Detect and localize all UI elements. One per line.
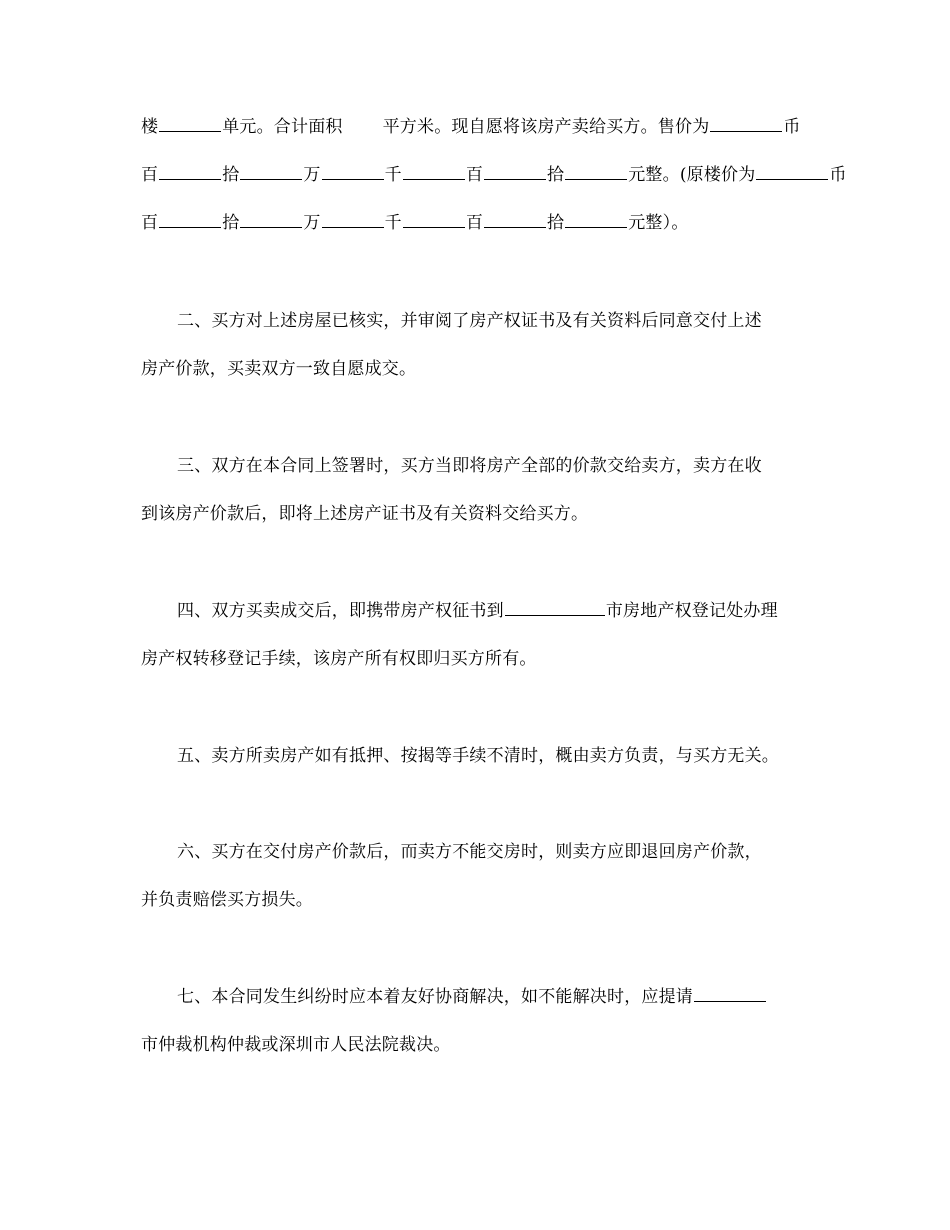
blank-floor xyxy=(159,115,221,132)
blank xyxy=(159,163,221,180)
text-wan: 万 xyxy=(303,165,321,185)
text-floor: 楼 xyxy=(141,117,159,137)
blank-city xyxy=(505,599,605,616)
blank xyxy=(565,211,627,228)
text-bai: 百 xyxy=(465,165,484,185)
text-shi: 拾 xyxy=(222,213,240,233)
blank xyxy=(565,163,627,180)
blank-city xyxy=(694,985,766,1002)
blank xyxy=(403,163,465,180)
text-dispute: 七、本合同发生纠纷时应本着友好协商解决，如不能解决时，应提请 xyxy=(177,987,693,1007)
blank-currency xyxy=(756,163,828,180)
text-qian: 千 xyxy=(384,165,402,185)
text-bai: 百 xyxy=(141,213,159,233)
blank-currency xyxy=(710,115,782,132)
text-currency: 币 xyxy=(829,165,847,185)
text-sqm-price: 平方米。现自愿将该房产卖给买方。售价为 xyxy=(382,117,710,137)
para5-line1: 五、卖方所卖房产如有抵押、按揭等手续不清时，概由卖方负责，与买方无关。 xyxy=(177,746,779,766)
blank xyxy=(484,163,546,180)
blank xyxy=(403,211,465,228)
text-yuan-end: 元整）。 xyxy=(628,213,689,233)
para1-line2 xyxy=(141,163,847,187)
para1-line1 xyxy=(141,115,813,139)
para1-line3 xyxy=(141,211,813,235)
para7-line1 xyxy=(177,985,813,1009)
blank xyxy=(240,163,302,180)
blank xyxy=(322,211,384,228)
para7-line2: 市仲裁机构仲裁或深圳市人民法院裁决。 xyxy=(141,1035,451,1055)
text-wan: 万 xyxy=(303,213,321,233)
para3-line1: 三、双方在本合同上签署时，买方当即将房产全部的价款交给卖方，卖方在收 xyxy=(177,456,762,476)
text-shi: 拾 xyxy=(222,165,240,185)
para4-line2: 房产权转移登记手续，该房产所有权即归买方所有。 xyxy=(141,649,537,669)
text-bai: 百 xyxy=(465,213,484,233)
text-bai: 百 xyxy=(141,165,159,185)
para4-line1 xyxy=(177,599,813,623)
text-shi: 拾 xyxy=(547,165,565,185)
blank xyxy=(240,211,302,228)
blank xyxy=(322,163,384,180)
para6-line1: 六、买方在交付房产价款后，而卖方不能交房时，则卖方应即退回房产价款， xyxy=(177,842,762,862)
para2-line1: 二、买方对上述房屋已核实，并审阅了房产权证书及有关资料后同意交付上述 xyxy=(177,311,762,331)
text-original-price: 元整。(原楼价为 xyxy=(628,165,756,185)
text-unit-area: 单元。合计面积 xyxy=(222,117,343,137)
blank xyxy=(484,211,546,228)
text-registry: 市房地产权登记处办理 xyxy=(605,601,778,621)
text-qian: 千 xyxy=(384,213,402,233)
para6-line2: 并负责赔偿买方损失。 xyxy=(141,890,313,910)
para3-line2: 到该房产价款后，即将上述房产证书及有关资料交给买方。 xyxy=(141,504,589,524)
text-currency: 币 xyxy=(783,117,801,137)
blank xyxy=(159,211,221,228)
para2-line2: 房产价款，买卖双方一致自愿成交。 xyxy=(141,359,417,379)
text-bring-cert: 四、双方买卖成交后，即携带房产权征书到 xyxy=(177,601,504,621)
text-shi: 拾 xyxy=(547,213,565,233)
